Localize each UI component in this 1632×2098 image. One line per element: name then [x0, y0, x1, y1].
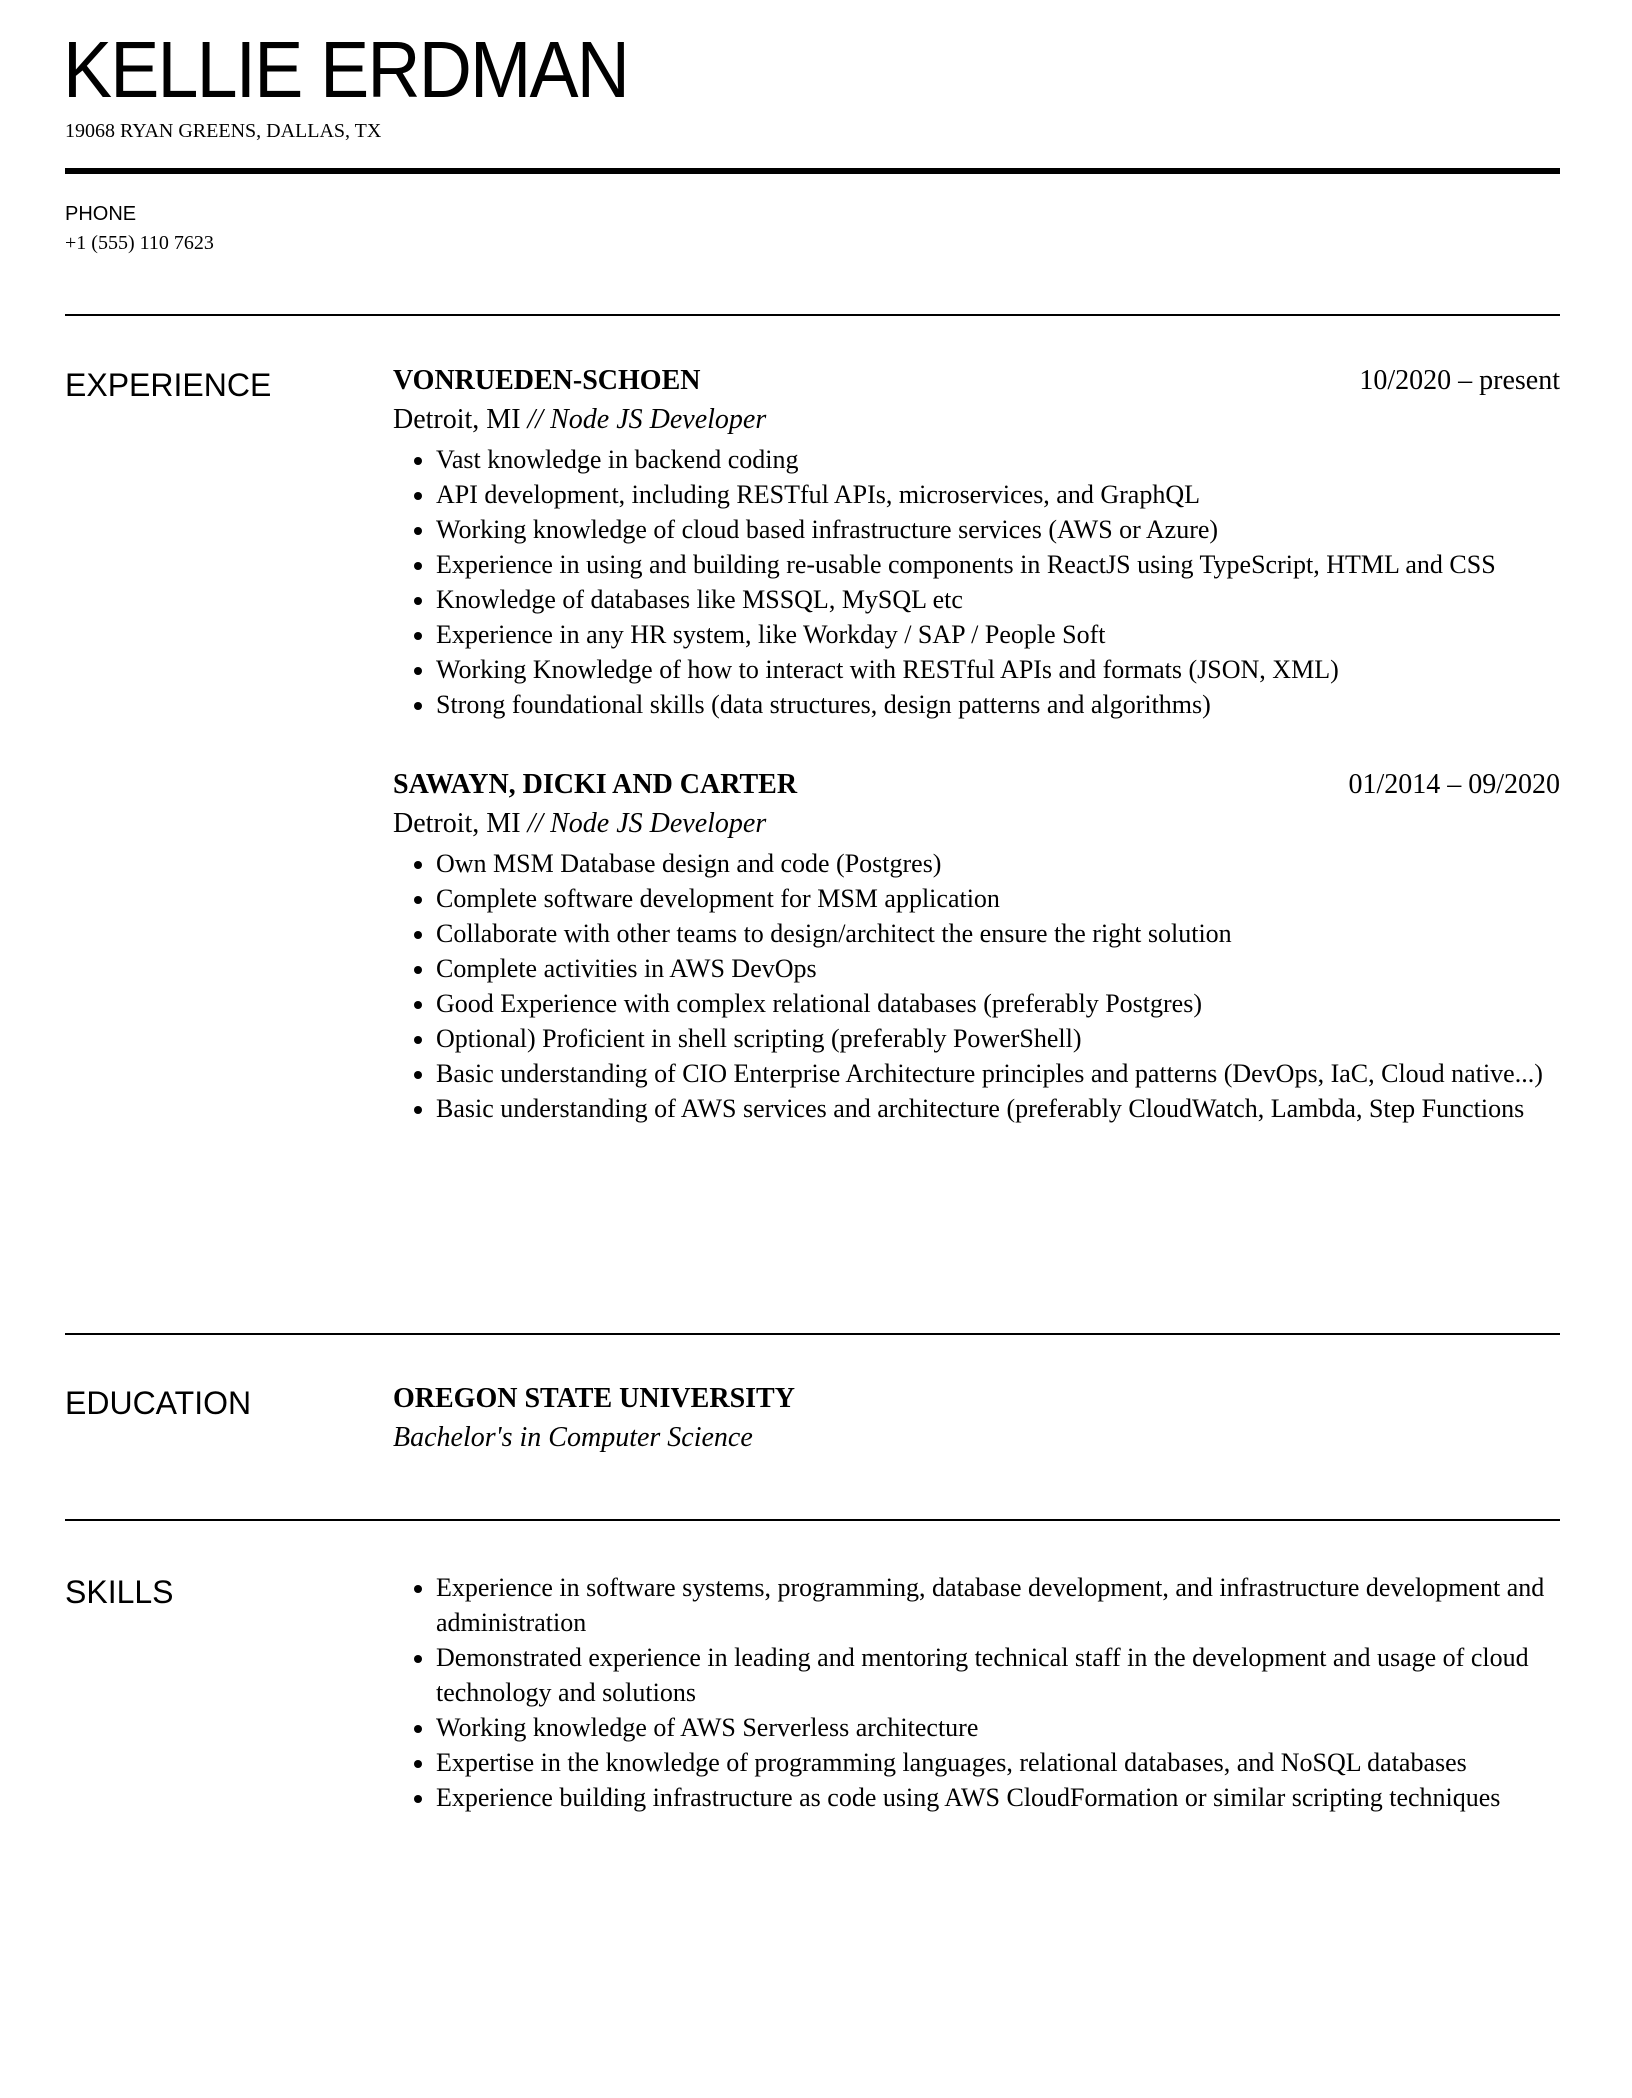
company-name: SAWAYN, DICKI AND CARTER: [393, 769, 798, 800]
list-item: • Working Knowledge of how to interact with RESTful APIs and formats (JSON, XML): [436, 652, 1560, 687]
separator: //: [520, 808, 551, 839]
list-item: • Own MSM Database design and code (Postgres): [436, 846, 1560, 881]
divider: [65, 1333, 1560, 1335]
job-location: Detroit, MI: [393, 404, 521, 435]
list-item: • Strong foundational skills (data structures, design patterns and algorithms): [436, 687, 1560, 722]
company-name: VONRUEDEN-SCHOEN: [393, 365, 701, 396]
phone-label: PHONE: [65, 203, 137, 225]
job-role: Node JS Developer: [550, 404, 767, 435]
separator: //: [520, 404, 551, 435]
divider: [65, 1519, 1560, 1521]
list-item: • Experience in software systems, programming, database development, and infrastructure development and administration: [436, 1570, 1560, 1640]
degree: Bachelor's in Computer Science: [393, 1422, 753, 1453]
list-item: • Basic understanding of CIO Enterprise Architecture principles and patterns (DevOps, IaC, Cloud native...): [436, 1056, 1560, 1091]
list-item: • Working knowledge of AWS Serverless architecture: [436, 1710, 1560, 1745]
list-item: • Experience in using and building re-usable components in ReactJS using TypeScript, HTML and CSS: [436, 547, 1560, 582]
job-dates: 01/2014 – 09/2020: [1348, 769, 1560, 800]
job-role: Node JS Developer: [550, 808, 767, 839]
list-item: • Demonstrated experience in leading and mentoring technical staff in the development and usage of cloud technology and solutions: [436, 1640, 1560, 1710]
candidate-name: KELLIE ERDMAN: [63, 25, 629, 114]
education-entry: [393, 1380, 1560, 1458]
job-entry: [393, 362, 1560, 722]
section-title-education: EDUCATION: [65, 1385, 252, 1421]
list-item: • API development, including RESTful APIs, microservices, and GraphQL: [436, 477, 1560, 512]
job-entry: [393, 766, 1560, 1126]
list-item: • Complete software development for MSM application: [436, 881, 1560, 916]
list-item: • Basic understanding of AWS services and architecture (preferably CloudWatch, Lambda, Step Functions: [436, 1091, 1560, 1126]
section-title-experience: EXPERIENCE: [65, 367, 272, 403]
list-item: • Vast knowledge in backend coding: [436, 442, 1560, 477]
section-title-skills: SKILLS: [65, 1574, 174, 1610]
list-item: • Complete activities in AWS DevOps: [436, 951, 1560, 986]
header-divider: [65, 168, 1560, 174]
job-bullets: [393, 442, 1560, 722]
job-bullets: [393, 846, 1560, 1126]
job-location: Detroit, MI: [393, 808, 521, 839]
list-item: • Experience building infrastructure as code using AWS CloudFormation or similar scripting techniques: [436, 1780, 1560, 1815]
experience-list: [393, 362, 1560, 1170]
divider: [65, 314, 1560, 316]
address: 19068 RYAN GREENS, DALLAS, TX: [65, 120, 382, 142]
skills-list: [393, 1570, 1560, 1815]
skills-list-container: [393, 1570, 1560, 1815]
job-dates: 10/2020 – present: [1359, 365, 1560, 396]
list-item: • Working knowledge of cloud based infrastructure services (AWS or Azure): [436, 512, 1560, 547]
school-name: OREGON STATE UNIVERSITY: [393, 1383, 795, 1414]
list-item: • Collaborate with other teams to design/architect the ensure the right solution: [436, 916, 1560, 951]
list-item: • Good Experience with complex relational databases (preferably Postgres): [436, 986, 1560, 1021]
list-item: • Knowledge of databases like MSSQL, MySQL etc: [436, 582, 1560, 617]
list-item: • Expertise in the knowledge of programming languages, relational databases, and NoSQL databases: [436, 1745, 1560, 1780]
list-item: • Optional) Proficient in shell scripting (preferably PowerShell): [436, 1021, 1560, 1056]
phone-number: +1 (555) 110 7623: [65, 232, 214, 254]
list-item: • Experience in any HR system, like Workday / SAP / People Soft: [436, 617, 1560, 652]
